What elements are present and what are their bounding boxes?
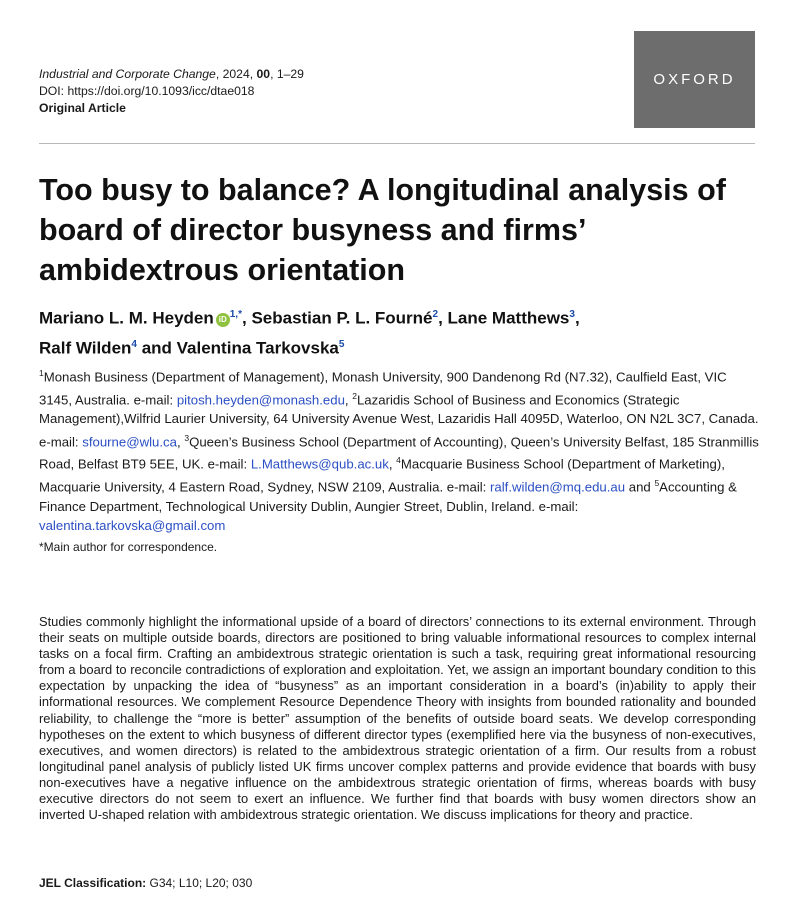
author-name[interactable]: Sebastian P. L. Fourné <box>251 308 433 328</box>
author-list <box>39 302 759 361</box>
affiliation-text: and <box>625 479 655 495</box>
journal-year: , 2024, <box>215 67 257 81</box>
author-affiliation-sup: 1,* <box>229 309 242 320</box>
correspondence-note: *Main author for correspondence. <box>39 540 218 554</box>
affiliations <box>39 364 759 535</box>
affiliation-text: Lazaridis School of Business and Economics (Strategic Management),Wilfrid Laurier University, 64 University Avenue West, Lazaridis Hall 4095D, Waterloo, ON N2L 3C7, Canada. e-mail: <box>39 392 759 450</box>
email-link[interactable]: valentina.tarkovska@gmail.com <box>39 518 226 534</box>
journal-header <box>39 66 304 117</box>
affiliation-sup: 2 <box>352 390 357 401</box>
affiliation-sup: 4 <box>396 455 401 466</box>
email-link[interactable]: pitosh.heyden@monash.edu <box>176 392 345 408</box>
jel-label: JEL Classification: <box>39 876 147 890</box>
author-name[interactable]: Lane Matthews <box>447 308 570 328</box>
author-affiliation-sup: 4 <box>131 338 137 350</box>
jel-classification <box>39 876 252 890</box>
doi-line[interactable]: DOI: https://doi.org/10.1093/icc/dtae018 <box>39 84 255 98</box>
jel-codes: G34; L10; L20; 030 <box>146 876 253 890</box>
author-name[interactable]: Valentina Tarkovska <box>176 338 339 358</box>
journal-pages: , 1–29 <box>270 67 304 81</box>
author-separator: , <box>438 308 448 328</box>
author-name[interactable]: Ralf Wilden <box>39 338 132 358</box>
affiliation-sup: 1 <box>39 368 44 378</box>
oxford-logo-text: OXFORD <box>653 71 736 88</box>
journal-citation <box>39 66 304 83</box>
abstract: Studies commonly highlight the informational upside of a board of directors’ connections to its external environment. Through their seats on multiple outside boards, directors are positioned to bring valuable informational resources to complex internal tasks on a focal firm. Crafting an ambidextrous strategic orientation is such a task, requiring great informational resourcing from a board to reconcile contradictions of exploration and exploitation. Yet, we assign an important boundary condition to this expectation by unpacking the idea of “busyness” as an important consideration in a board’s (in)ability to apply their informational resources. We complement Resource Dependence Theory with insights from bounded rationality and bounded reliability, to challenge the “more is better” assumption of the benefits of outside board seats. We develop corresponding hypotheses on the extent to which busyness of different director types (exemplified here via the busyness of non-executives, executives, and women directors) is related to the ambidextrous strategic orientation of a firm. Our results from a robust longitudinal panel analysis of publicly listed UK firms uncover complex patterns and provide evidence that boards with busy non-executives have a negative influence on the ambidextrous strategic orientation of firms, whereas boards with busy executive directors do not seem to exert an influence. We further find that boards with busy women directors show an inverted U-shaped relation with ambidextrous strategic orientation. We discuss implications for theory and practice. <box>39 614 756 823</box>
header-divider <box>39 143 755 144</box>
affiliation-text: , <box>344 392 353 408</box>
author-name[interactable]: Mariano L. M. Heyden <box>39 308 214 328</box>
affiliation-text: , <box>388 456 397 472</box>
email-link[interactable]: sfourne@wlu.ca <box>82 434 177 450</box>
email-link[interactable]: ralf.wilden@mq.edu.au <box>490 479 626 495</box>
email-link[interactable]: L.Matthews@qub.ac.uk <box>250 456 389 472</box>
affiliation-text: Queen’s Business School (Department of Accounting), Queen’s University Belfast, 185 Stranmillis Road, Belfast BT9 5EE, UK. e-mail: <box>39 434 759 472</box>
affiliation-sup: 3 <box>184 432 190 443</box>
orcid-icon[interactable]: iD <box>216 313 230 327</box>
author-separator: , <box>574 308 580 328</box>
affiliation-text: Accounting & Finance Department, Technological University Dublin, Aungier Street, Dublin, Ireland. e-mail: <box>39 479 737 514</box>
affiliation-text: Monash Business (Department of Management), Monash University, 900 Dandenong Rd (N7.32), Caulfield East, VIC 3145, Australia. e-mail: <box>39 369 727 408</box>
affiliation-text: , <box>177 434 185 450</box>
article-title: Too busy to balance? A longitudinal analysis of board of director busyness and firms’ ambidextrous orientation <box>39 173 726 287</box>
affiliation-sup: 5 <box>654 478 660 489</box>
oxford-logo <box>634 31 755 128</box>
author-affiliation-sup: 5 <box>338 338 345 350</box>
journal-volume: 00 <box>256 67 271 81</box>
author-separator: and <box>136 338 177 358</box>
affiliation-text: Macquarie Business School (Department of Marketing), Macquarie University, 4 Eastern Road, Sydney, NSW 2109, Australia. e-mail: <box>39 456 725 495</box>
article-type: Original Article <box>39 101 126 115</box>
author-affiliation-sup: 2 <box>432 309 439 320</box>
author-affiliation-sup: 3 <box>569 309 575 320</box>
author-separator: , <box>241 308 252 328</box>
journal-name: Industrial and Corporate Change <box>39 67 216 81</box>
